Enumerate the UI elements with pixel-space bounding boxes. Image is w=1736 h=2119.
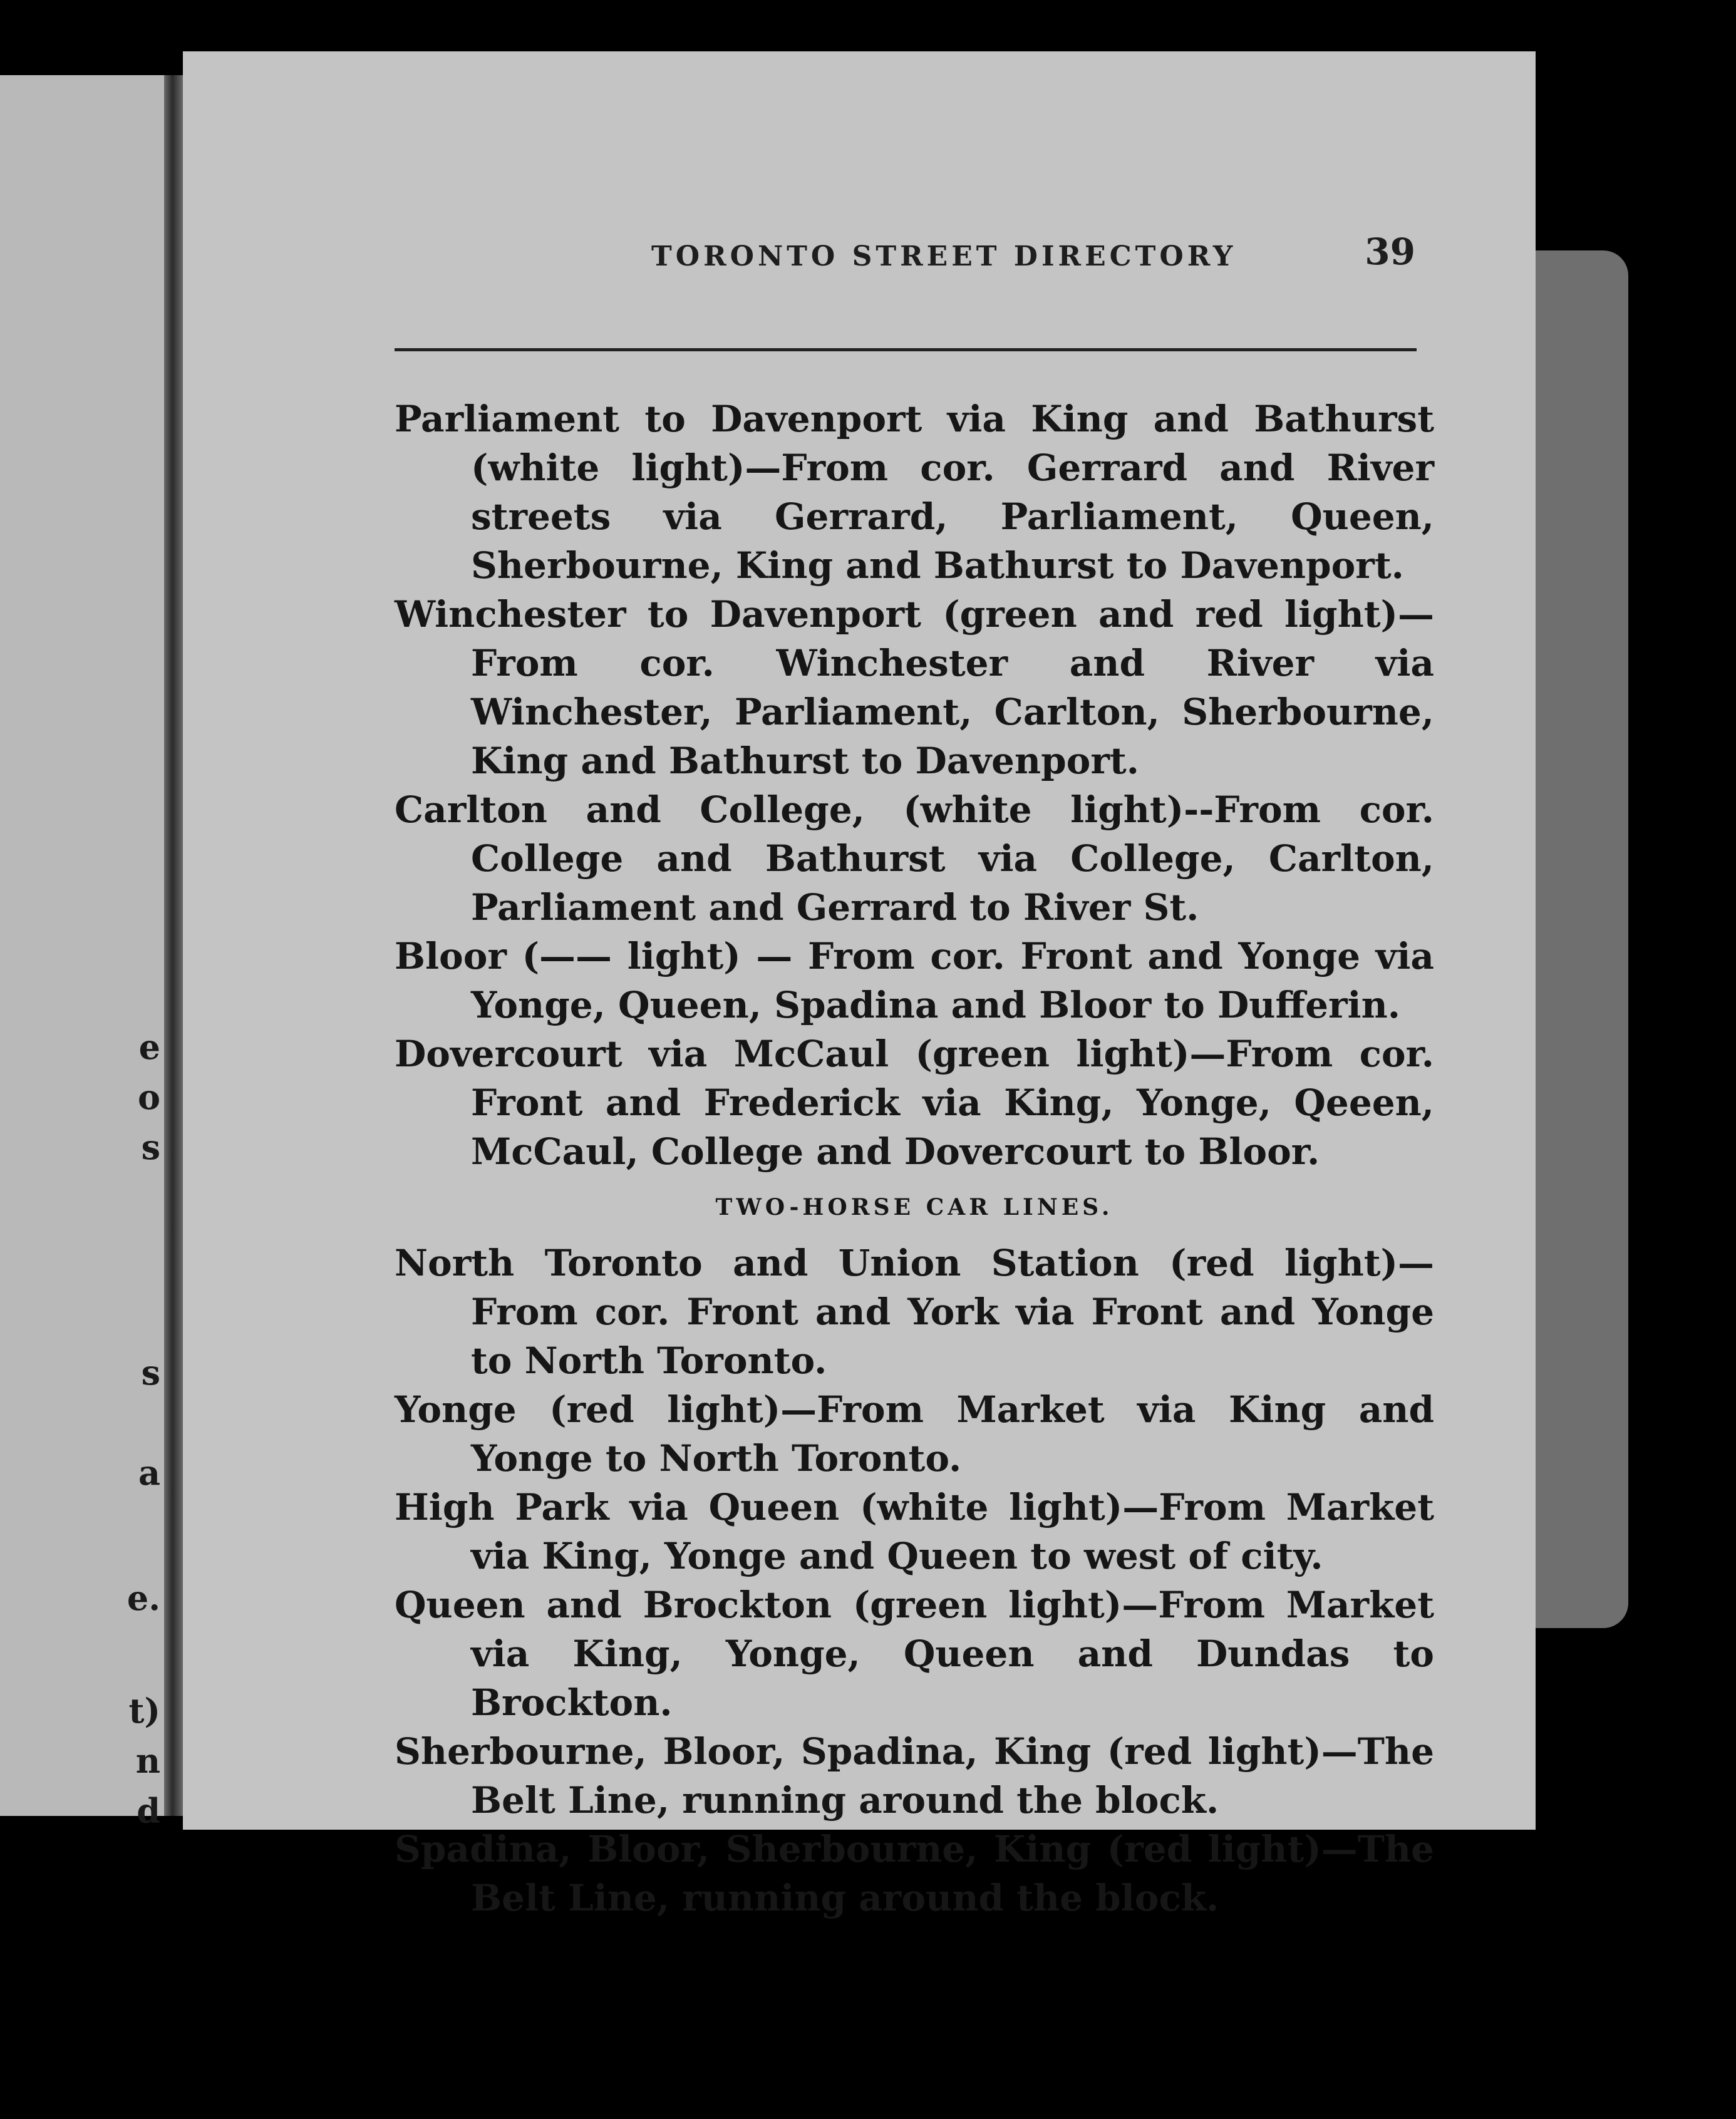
left-fragment: e. [127,1578,160,1618]
left-fragment: s [141,1127,160,1167]
route-entry: Sherbourne, Bloor, Spadina, King (red light)—The Belt Line, running around the block. [395,1730,1434,1822]
running-title: TORONTO STREET DIRECTORY [651,240,1237,272]
left-fragment: a [138,1453,160,1493]
header-rule [395,348,1417,351]
route-entry: Yonge (red light)—From Market via King and Yonge to North Toronto. [395,1388,1434,1480]
left-fragment: d [137,1791,160,1831]
page-header [213,230,1415,299]
left-fragment: t) [128,1691,160,1731]
left-fragment: n [135,1741,160,1781]
route-entry: Bloor (—— light) — From cor. Front and Yonge via Yonge, Queen, Spadina and Bloor to Dufferin. [395,935,1434,1026]
left-fragment: e [138,1027,160,1067]
route-entry: Parliament to Davenport via King and Bathurst (white light)—From cor. Gerrard and River streets via Gerrard, Parliament, Queen, Sherbourne, King and Bathurst to Davenport. [395,398,1434,587]
directory-text [395,394,1434,1922]
route-entry: Winchester to Davenport (green and red light)—From cor. Winchester and River via Winchester, Parliament, Carlton, Sherbourne, King and Bathurst to Davenport. [395,593,1434,782]
left-fragment: o [137,1077,160,1117]
page-number: 39 [1365,230,1415,273]
left-fragment: s [141,1353,160,1393]
route-entry: Spadina, Bloor, Sherbourne, King (red light)—The Belt Line, running around the block. [395,1828,1434,1919]
route-entry: Queen and Brockton (green light)—From Market via King, Yonge, Queen and Dundas to Brockton. [395,1584,1434,1724]
route-entry: North Toronto and Union Station (red light)—From cor. Front and York via Front and Yonge to North Toronto. [395,1242,1434,1382]
left-page [0,75,164,1831]
route-entry: Carlton and College, (white light)--From cor. College and Bathurst via College, Carlton, Parliament and Gerrard to River St. [395,788,1434,929]
route-entry: Dovercourt via McCaul (green light)—From cor. Front and Frederick via King, Yonge, Qeeen, McCaul, College and Dovercourt to Bloor. [395,1033,1434,1173]
book-gutter [164,75,183,1816]
route-entry: High Park via Queen (white light)—From Market via King, Yonge and Queen to west of city. [395,1486,1434,1577]
section-heading: TWO-HORSE CAR LINES. [715,1194,1113,1220]
